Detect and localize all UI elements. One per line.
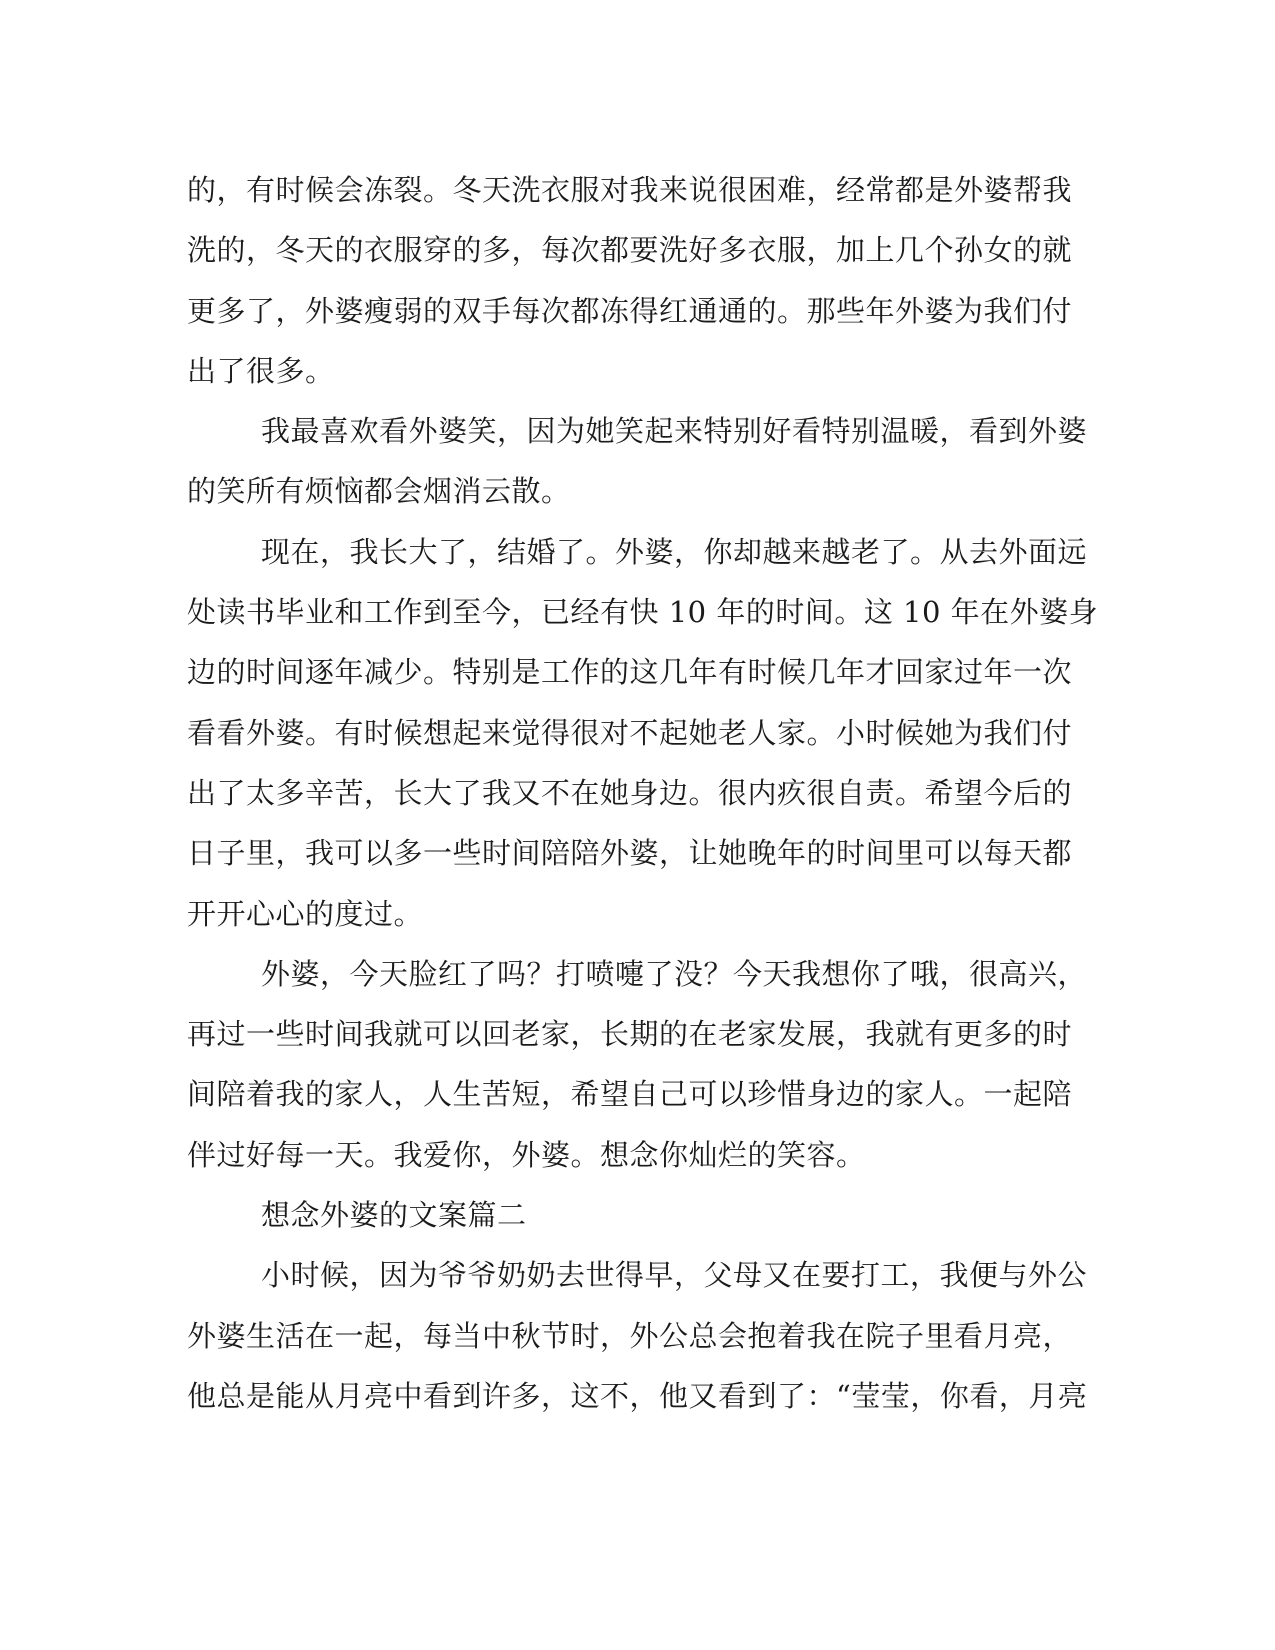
text-line: 现在，我长大了，结婚了。外婆，你却越来越老了。从去外面远	[261, 534, 1088, 569]
text-line: 看看外婆。有时候想起来觉得很对不起她老人家。小时候她为我们付	[187, 715, 1073, 750]
section-heading: 想念外婆的文案篇二	[261, 1198, 527, 1233]
text-line: 小时候，因为爷爷奶奶去世得早，父母又在要打工，我便与外公	[261, 1258, 1088, 1293]
text-line: 日子里，我可以多一些时间陪陪外婆，让她晚年的时间里可以每天都	[187, 836, 1073, 871]
body-text	[187, 160, 1099, 1426]
text-line: 处读书毕业和工作到至今，已经有快 10 年的时间。这 10 年在外婆身	[187, 595, 1099, 630]
text-line: 再过一些时间我就可以回老家，长期的在老家发展，我就有更多的时	[187, 1017, 1073, 1052]
text-line: 出了很多。	[187, 353, 335, 388]
text-line: 外婆生活在一起，每当中秋节时，外公总会抱着我在院子里看月亮，	[187, 1318, 1073, 1353]
text-line: 更多了，外婆瘦弱的双手每次都冻得红通通的。那些年外婆为我们付	[187, 293, 1073, 328]
text-line: 我最喜欢看外婆笑，因为她笑起来特别好看特别温暖，看到外婆	[261, 414, 1088, 449]
text-line: 的，有时候会冻裂。冬天洗衣服对我来说很困难，经常都是外婆帮我	[187, 173, 1073, 207]
text-line: 外婆，今天脸红了吗？打喷嚏了没？今天我想你了哦，很高兴，	[261, 956, 1088, 991]
text-line: 的笑所有烦恼都会烟消云散。	[187, 474, 571, 509]
text-line: 他总是能从月亮中看到许多，这不，他又看到了：“莹莹，你看，月亮	[187, 1378, 1088, 1413]
text-line: 开开心心的度过。	[187, 896, 424, 931]
text-line: 间陪着我的家人，人生苦短，希望自己可以珍惜身边的家人。一起陪	[187, 1077, 1073, 1112]
text-line: 出了太多辛苦，长大了我又不在她身边。很内疚很自责。希望今后的	[187, 775, 1073, 810]
text-line: 伴过好每一天。我爱你，外婆。想念你灿烂的笑容。	[187, 1137, 866, 1172]
text-line: 边的时间逐年减少。特别是工作的这几年有时候几年才回家过年一次	[187, 655, 1073, 690]
text-line: 洗的，冬天的衣服穿的多，每次都要洗好多衣服，加上几个孙女的就	[187, 233, 1073, 268]
